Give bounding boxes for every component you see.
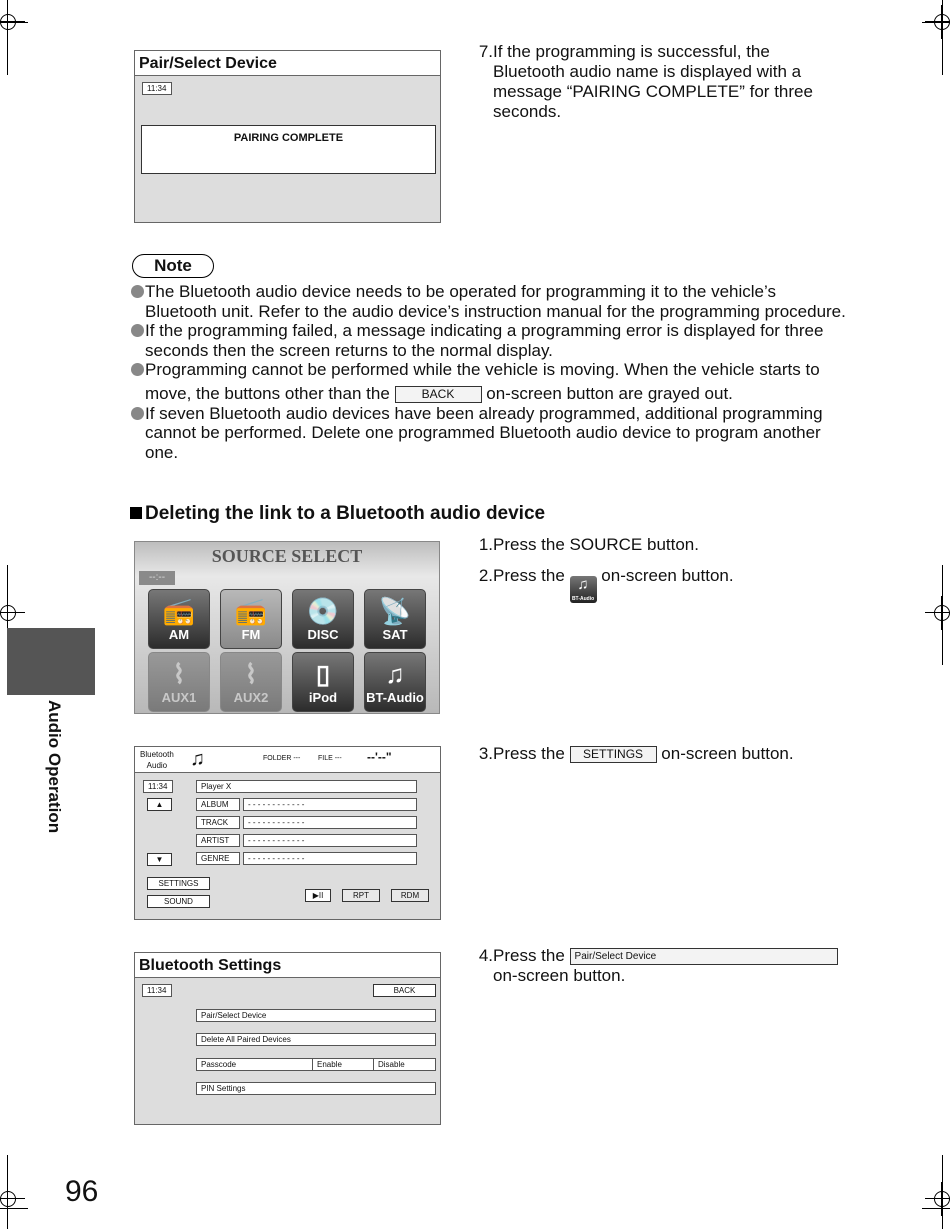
bullet-icon: [131, 285, 144, 298]
cable-icon: ⌇: [244, 659, 258, 689]
enable-button[interactable]: Enable: [312, 1058, 374, 1071]
step-number: 1.: [478, 535, 493, 554]
note-item-text: move, the buttons other than the: [145, 383, 390, 403]
bullet-icon: [131, 324, 144, 337]
time-display: 11:34: [143, 780, 173, 793]
scroll-up-button[interactable]: ▲: [147, 798, 172, 811]
disc-icon: 💿: [306, 596, 340, 626]
note-label: [132, 254, 214, 278]
step-text: If the programming is successful, the Bluetooth audio name is displayed with a message “PAIRING COMPLETE” for three seconds.: [493, 42, 813, 121]
music-note-icon: ♫: [577, 576, 589, 593]
ipod-icon: ▯: [315, 659, 331, 689]
play-pause-button[interactable]: ▶II: [305, 889, 331, 902]
step-number: 3.: [478, 744, 493, 763]
radio-icon: 📻: [234, 596, 268, 626]
back-button[interactable]: BACK: [373, 984, 436, 997]
cable-icon: ⌇: [172, 659, 186, 689]
genre-label: GENRE: [196, 852, 240, 865]
disable-button[interactable]: Disable: [373, 1058, 436, 1071]
pairing-screen-title: Pair/Select Device: [135, 51, 440, 76]
crop-mark-icon: [931, 602, 950, 624]
section-heading: [130, 502, 545, 526]
track-label: TRACK: [196, 816, 240, 829]
step-text: [493, 566, 734, 603]
radio-icon: 📻: [162, 596, 196, 626]
side-tab-block: [7, 628, 95, 695]
play-time-display: --'--": [367, 750, 392, 764]
crop-mark-icon: [0, 11, 19, 33]
pair-select-device-button[interactable]: Pair/Select Device: [196, 1009, 436, 1022]
bt-audio-button-illustration: [570, 576, 597, 603]
side-tab-label: Audio Operation: [45, 700, 64, 834]
bt-audio-icon-label: BT-Audio: [571, 596, 595, 602]
pair-select-device-button-illustration: Pair/Select Device: [570, 948, 838, 965]
delete-all-paired-devices-button[interactable]: Delete All Paired Devices: [196, 1033, 436, 1046]
bullet-icon: [131, 363, 144, 376]
pairing-screen: [134, 50, 441, 223]
album-value: - - - - - - - - - - - -: [243, 798, 417, 811]
scroll-down-button[interactable]: ▼: [147, 853, 172, 866]
note-list: [131, 282, 851, 462]
bluetooth-audio-screen: [134, 746, 441, 920]
bt-audio-header: [135, 747, 440, 773]
step-text: [493, 946, 838, 986]
note-item-text: Programming cannot be performed while the vehicle is moving. When the vehicle starts to: [145, 360, 820, 380]
music-note-icon: ♫: [385, 659, 405, 689]
note-item: [131, 282, 851, 321]
step-text-post: on-screen button.: [661, 744, 794, 763]
note-item-text: on-screen button are grayed out.: [486, 383, 733, 403]
time-display: --:--: [139, 571, 175, 585]
step-text-pre: Press the: [493, 946, 565, 965]
bt-audio-label: Bluetooth Audio: [140, 750, 174, 770]
random-button[interactable]: RDM: [391, 889, 429, 902]
satellite-icon: 📡: [378, 596, 412, 626]
source-select-screen: [134, 541, 440, 714]
artist-label: ARTIST: [196, 834, 240, 847]
pairing-message: PAIRING COMPLETE: [233, 132, 344, 144]
source-tile-aux2: ⌇ AUX2: [220, 652, 282, 712]
source-select-title: SOURCE SELECT: [211, 546, 363, 566]
passcode-label: Passcode: [196, 1058, 313, 1071]
repeat-button[interactable]: RPT: [342, 889, 380, 902]
step-text-post: on-screen button.: [601, 566, 734, 585]
step-text-pre: Press the: [493, 744, 565, 763]
note-item: [131, 321, 851, 360]
note-title: Note: [154, 256, 192, 275]
square-bullet-icon: [130, 507, 142, 519]
note-item: [131, 360, 851, 403]
source-tile-ipod: ▯ iPod: [292, 652, 354, 712]
settings-button-illustration: SETTINGS: [570, 746, 657, 763]
note-item-text: If seven Bluetooth audio devices have been already programmed, additional programming cannot be performed. Delete one programmed Bluetooth audio device to program another one.: [145, 403, 823, 462]
source-tile-bt-audio: ♫ BT-Audio: [364, 652, 426, 712]
step-text-pre: Press the: [493, 566, 565, 585]
note-item: [131, 404, 851, 463]
note-item-text: If the programming failed, a message indicating a programming error is displayed for three seconds then the screen returns to the normal display.: [145, 321, 824, 360]
source-tile-sat: 📡 SAT: [364, 589, 426, 649]
bullet-icon: [131, 407, 144, 420]
source-tile-aux1: ⌇ AUX1: [148, 652, 210, 712]
bt-settings-title: Bluetooth Settings: [135, 953, 440, 978]
settings-button[interactable]: SETTINGS: [147, 877, 210, 890]
step-text-post: on-screen button.: [493, 966, 626, 985]
file-display: FILE ---: [318, 755, 342, 762]
folder-display: FOLDER ---: [263, 755, 301, 762]
source-tile-disc: 💿 DISC: [292, 589, 354, 649]
pin-settings-button[interactable]: PIN Settings: [196, 1082, 436, 1095]
track-value: - - - - - - - - - - - -: [243, 816, 417, 829]
back-button-illustration: BACK: [395, 386, 482, 403]
genre-value: - - - - - - - - - - - -: [243, 852, 417, 865]
crop-mark-icon: [931, 1188, 950, 1210]
crop-mark-icon: [931, 11, 950, 33]
step-4: [475, 946, 855, 990]
crop-mark-icon: [0, 1188, 19, 1210]
player-name: Player X: [196, 780, 417, 793]
step-text: Press the SOURCE button.: [493, 535, 699, 554]
sound-button[interactable]: SOUND: [147, 895, 210, 908]
music-note-icon: ♫: [190, 748, 205, 770]
time-display: 11:34: [142, 82, 172, 95]
artist-value: - - - - - - - - - - - -: [243, 834, 417, 847]
bluetooth-settings-screen: [134, 952, 441, 1125]
source-tile-fm: 📻 FM: [220, 589, 282, 649]
step-number: 4.: [478, 946, 493, 965]
step-text: [493, 744, 794, 764]
page-number: 96: [65, 1175, 99, 1208]
time-display: 11:34: [142, 984, 172, 997]
section-heading-text: Deleting the link to a Bluetooth audio device: [145, 503, 546, 524]
album-label: ALBUM: [196, 798, 240, 811]
note-item-text: The Bluetooth audio device needs to be operated for programming it to the vehicle’s Bluetooth unit. Refer to the audio device’s instruction manual for the programming procedure.: [145, 282, 846, 321]
step-number: 7.: [478, 42, 493, 61]
step-number: 2.: [478, 566, 493, 585]
pairing-message-box: [141, 125, 436, 174]
source-tile-am: 📻 AM: [148, 589, 210, 649]
crop-mark-icon: [0, 602, 19, 624]
